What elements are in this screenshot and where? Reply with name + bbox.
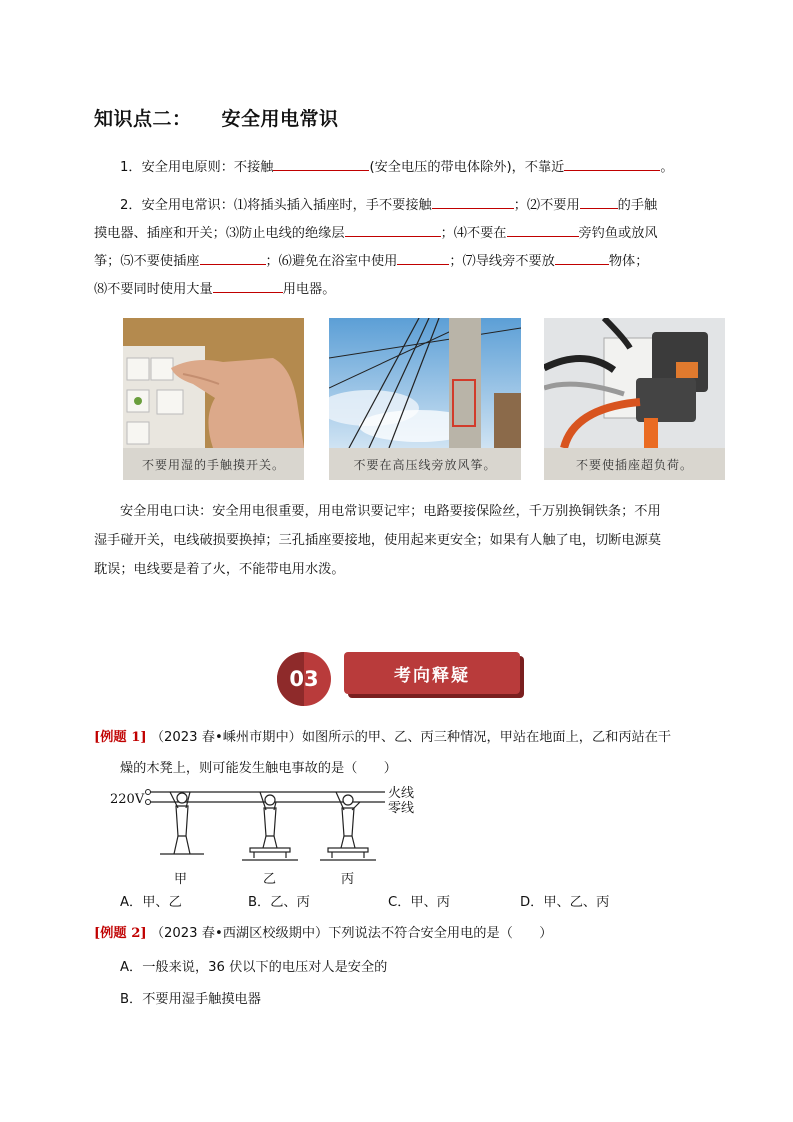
photo-caption: 不要使插座超负荷。 xyxy=(544,448,725,480)
banner-label: 考向释疑 xyxy=(344,652,520,694)
option-a[interactable]: A．一般来说，36 伏以下的电压对人是安全的 xyxy=(120,960,388,975)
tips-line-1: 2．安全用电常识：⑴将插头插入插座时，手不要接触 ；⑵不要用 的手触 xyxy=(120,194,657,213)
section-subtitle: 安全用电常识 xyxy=(221,108,339,130)
example-source: （2023 春•嵊州市期中） xyxy=(150,730,302,745)
answer-blank[interactable] xyxy=(213,278,283,293)
photo-caption: 不要在高压线旁放风筝。 xyxy=(329,448,521,480)
wet-hand-switch-photo-icon xyxy=(123,318,304,448)
answer-blank[interactable] xyxy=(200,250,266,265)
example-tag: [例题 2] xyxy=(94,926,147,941)
power-line-kite-photo-icon xyxy=(329,318,521,448)
banner-number: 03 xyxy=(289,667,319,691)
option-b[interactable]: B．乙、丙 xyxy=(248,895,310,910)
option-c[interactable]: C．甲、丙 xyxy=(388,895,450,910)
example-question: 下列说法不符合安全用电的是（ ） xyxy=(328,926,553,941)
person-label: 丙 xyxy=(341,872,355,887)
answer-blank[interactable] xyxy=(564,156,660,171)
principle-paragraph: 1．安全用电原则：不接触 (安全电压的带电体除外)，不靠近 。 xyxy=(120,156,674,175)
example-source: （2023 春•西湖区校级期中） xyxy=(150,926,329,941)
example-question: 如图所示的甲、乙、丙三种情况，甲站在地面上，乙和丙站在干 xyxy=(301,730,672,745)
answer-blank[interactable] xyxy=(580,194,618,209)
photo-wet-hand-switch xyxy=(123,318,304,480)
photo-caption: 不要用湿的手触摸开关。 xyxy=(123,448,304,480)
photo-power-line-kite xyxy=(329,318,521,480)
answer-blank[interactable] xyxy=(555,250,609,265)
answer-blank[interactable] xyxy=(397,250,449,265)
answer-blank[interactable] xyxy=(432,194,514,209)
tips-line-3: 筝；⑸不要使插座 ；⑹避免在浴室中使用 ；⑺导线旁不要放 物体； xyxy=(94,250,648,269)
rhyme-line-2: 湿手碰开关，电线破损要换掉；三孔插座要接地，使用起来更安全；如果有人触了电，切断电源莫 xyxy=(94,533,662,548)
rhyme-line-1: 安全用电口诀：安全用电很重要，用电常识要记牢；电路要接保险丝，千万别换铜铁条；不用 xyxy=(120,504,661,519)
banner-number-badge xyxy=(276,651,332,707)
section-title: 知识点二： xyxy=(94,108,192,130)
rhyme-line-3: 耽误；电线要是着了火，不能带电用水泼。 xyxy=(94,562,345,577)
example-2-question xyxy=(94,922,552,941)
answer-blank[interactable] xyxy=(273,156,369,171)
section-heading xyxy=(94,104,339,131)
live-wire-label: 火线 xyxy=(388,786,415,801)
tips-line-2: 摸电器、插座和开关；⑶防止电线的绝缘层 ；⑷不要在 旁钓鱼或放风 xyxy=(94,222,658,241)
photo-overloaded-socket xyxy=(544,318,725,480)
example-1-question-line-1 xyxy=(94,726,671,745)
overloaded-socket-photo-icon xyxy=(544,318,725,448)
example-1-question-line-2: 燥的木凳上，则可能发生触电事故的是（ ） xyxy=(120,761,397,776)
option-b[interactable]: B．不要用湿手触摸电器 xyxy=(120,992,261,1007)
option-d[interactable]: D．甲、乙、丙 xyxy=(520,895,610,910)
example-tag: [例题 1] xyxy=(94,730,147,745)
electrocution-figure xyxy=(110,778,430,888)
person-label: 乙 xyxy=(263,872,277,887)
option-a[interactable]: A．甲、乙 xyxy=(120,895,182,910)
tips-line-4: ⑻不要同时使用大量 用电器。 xyxy=(94,278,335,297)
answer-blank[interactable] xyxy=(345,222,441,237)
answer-blank[interactable] xyxy=(507,222,579,237)
person-label: 甲 xyxy=(174,872,188,887)
voltage-label: 220V xyxy=(110,792,145,807)
neutral-wire-label: 零线 xyxy=(388,801,415,816)
